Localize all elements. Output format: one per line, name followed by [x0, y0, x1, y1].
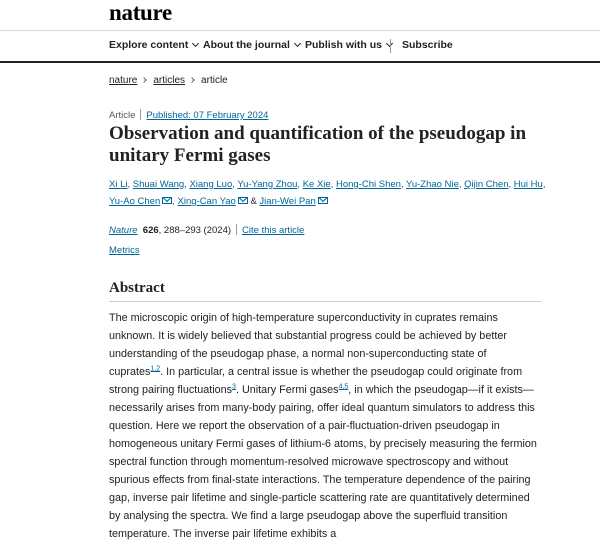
nature-logo[interactable]: nature — [109, 0, 172, 25]
author-link[interactable]: Yu-Ao Chen — [109, 196, 161, 207]
author-link[interactable]: Xing-Can Yao — [177, 196, 236, 207]
author-link[interactable]: Hong-Chi Shen — [335, 179, 401, 190]
journal-name[interactable]: Nature — [109, 225, 138, 236]
author-link[interactable]: Yu-Yang Zhou — [237, 179, 298, 190]
chevron-down-icon — [294, 40, 301, 47]
site-header — [0, 0, 600, 31]
mail-icon[interactable] — [162, 197, 172, 204]
volume: 626 — [142, 225, 159, 236]
breadcrumb-current: article — [201, 75, 228, 86]
chevron-right-icon — [189, 77, 195, 83]
chevron-down-icon — [192, 40, 199, 47]
article-type: Article — [109, 110, 136, 121]
nav-divider — [390, 39, 391, 53]
nav-explore-label: Explore content — [109, 39, 189, 51]
author-link[interactable]: Jian-Wei Pan — [259, 196, 316, 207]
article-title: Observation and quantification of the pseudogap in unitary Fermi gases — [109, 123, 527, 166]
nav-about-journal[interactable] — [203, 39, 300, 51]
citation-line — [109, 222, 304, 236]
abstract-part-3: . Unitary Fermi gases — [235, 384, 339, 396]
reference-link[interactable]: 1,2 — [150, 365, 161, 373]
nav-about-label: About the journal — [203, 39, 290, 51]
reference-link[interactable]: 3 — [232, 383, 236, 391]
nav-publish-label: Publish with us — [305, 39, 383, 51]
author-link[interactable]: Hui Hu — [513, 179, 543, 190]
section-divider — [109, 301, 541, 302]
breadcrumb — [109, 75, 228, 86]
main-nav — [0, 31, 600, 63]
abstract-part-1: The microscopic origin of high-temperature superconductivity in cuprates remains unknown. It is widely believed that substantial progress could be achieved by better understanding of the pseudogap phase, a normal non-superconducting state of cuprates — [109, 312, 507, 378]
metrics-link[interactable]: Metrics — [109, 245, 140, 256]
abstract-part-4: , in which the pseudogap—if it exists—necessarily arises from many-body pairing, offer ideal quantum simulators to address this question. Here we report the observation of a pair-fluctuation-driven pseudogap in homogeneous unitary Fermi gases of lithium-6 atoms, by precisely measuring the fermion spectral function through momentum-resolved microwave spectroscopy and without spurious effects from final-state interactions. The temperature dependence of the pairing gap, inverse pair lifetime and single-particle scattering rate are quantitatively determined by analysing the spectra. We find a large pseudogap above the superfluid transition temperature. The inverse pair lifetime exhibits a — [109, 384, 537, 540]
nav-explore-content[interactable] — [109, 39, 198, 51]
published-date[interactable]: Published: 07 February 2024 — [146, 110, 269, 121]
reference-link[interactable]: 4,5 — [338, 383, 349, 391]
divider — [140, 109, 141, 120]
mail-icon[interactable] — [238, 197, 248, 204]
abstract-heading: Abstract — [109, 280, 165, 296]
author-ampersand: & — [250, 196, 257, 207]
abstract-text — [109, 309, 541, 543]
chevron-right-icon — [142, 77, 148, 83]
author-link[interactable]: Yu-Zhao Nie — [406, 179, 459, 190]
author-link[interactable]: Xiang Luo — [189, 179, 233, 190]
author-link[interactable]: Ke Xie — [302, 179, 331, 190]
nav-publish[interactable] — [305, 39, 392, 51]
cite-this-article-link[interactable]: Cite this article — [242, 225, 305, 236]
divider — [236, 224, 237, 235]
author-list: Xi Li, Shuai Wang, Xiang Luo, Yu-Yang Zhou, Ke Xie, Hong-Chi Shen, Yu-Zhao Nie, Qijin Chen, Hui Hu, Yu-Ao Chen , Xing-Can Yao & Jian-Wei Pan — [109, 179, 546, 207]
author-link[interactable]: Qijin Chen — [464, 179, 509, 190]
breadcrumb-articles[interactable]: articles — [153, 75, 186, 86]
nav-subscribe[interactable]: Subscribe — [402, 39, 453, 51]
breadcrumb-nature[interactable]: nature — [109, 75, 138, 86]
article-meta — [109, 107, 268, 121]
abstract-part-2: . In particular, a central issue is whether the pseudogap could originate from strong pairing fluctuations — [109, 366, 523, 396]
author-link[interactable]: Xi Li — [109, 179, 128, 190]
pages: , 288–293 (2024) — [158, 225, 232, 236]
author-link[interactable]: Shuai Wang — [132, 179, 185, 190]
mail-icon[interactable] — [318, 197, 328, 204]
